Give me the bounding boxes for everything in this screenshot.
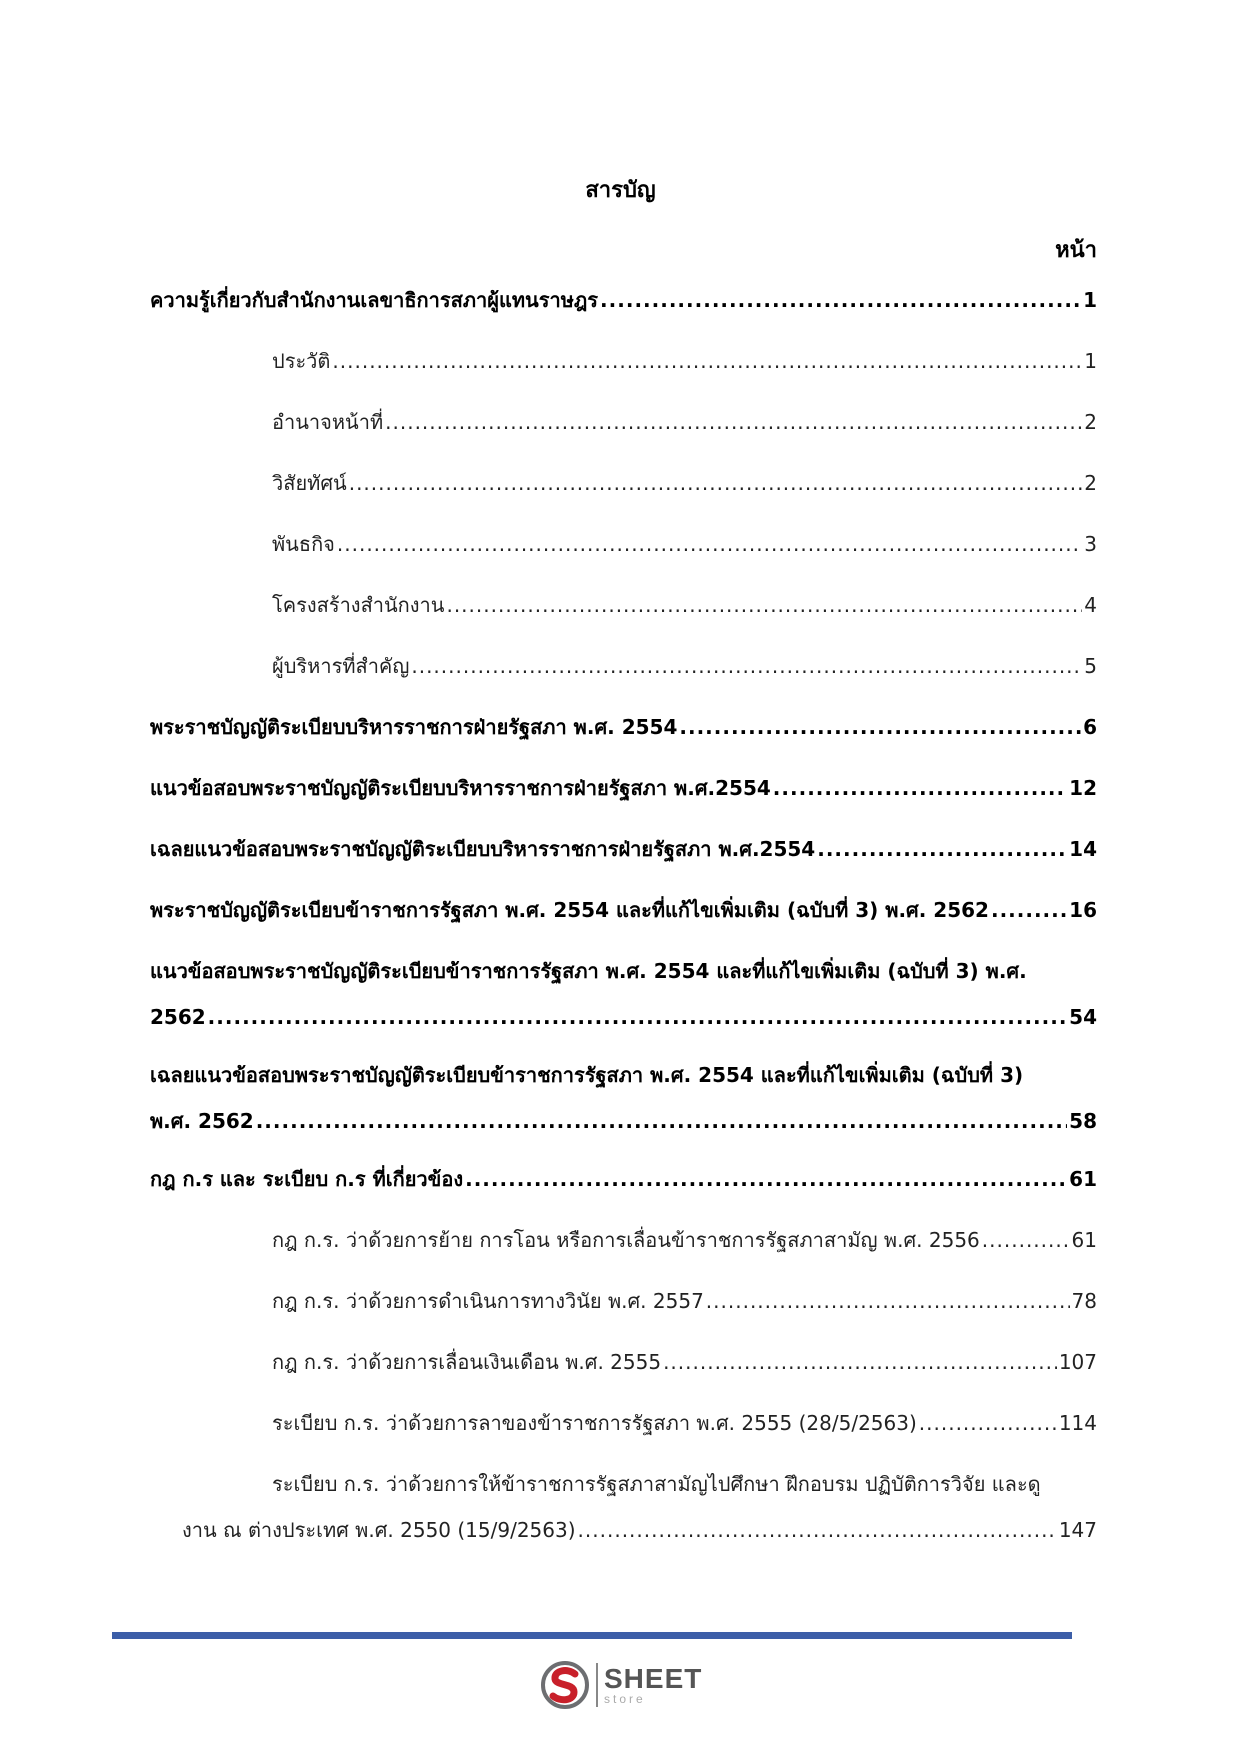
toc-entry[interactable] (150, 712, 1097, 773)
toc-entry-label-line1: เฉลยแนวข้อสอบพระราชบัญญัติระเบียบข้าราชการรัฐสภา พ.ศ. 2554 และที่แก้ไขเพิ่มเติม (ฉบับที่ 3) (150, 1063, 1024, 1087)
toc-entry-page: 16 (1069, 898, 1097, 922)
toc-subentry[interactable] (150, 590, 1097, 651)
toc-entry-page: 12 (1069, 776, 1097, 800)
toc-entry[interactable] (150, 895, 1097, 956)
dot-leader (349, 468, 1083, 498)
dot-leader (337, 529, 1082, 559)
toc-entry-page: 1 (1084, 349, 1097, 373)
toc-entry-page: 6 (1083, 715, 1097, 739)
table-of-contents (150, 285, 1097, 1573)
dot-leader (982, 1225, 1070, 1255)
toc-subentry[interactable] (150, 1225, 1097, 1286)
toc-entry-label: ประวัติ (272, 349, 331, 373)
toc-entry-label-line2: 2562 (150, 1005, 206, 1029)
footer-divider (112, 1632, 1072, 1639)
toc-entry-label: พระราชบัญญัติระเบียบข้าราชการรัฐสภา พ.ศ. 2554 และที่แก้ไขเพิ่มเติม (ฉบับที่ 3) พ.ศ. 2562 (150, 898, 989, 922)
toc-entry-multiline[interactable] (150, 1060, 1097, 1164)
dot-leader (919, 1408, 1057, 1438)
toc-subentry[interactable] (150, 346, 1097, 407)
dot-leader (991, 895, 1067, 925)
toc-entry-page: 78 (1071, 1289, 1097, 1313)
dot-leader (679, 712, 1081, 742)
dot-leader (773, 773, 1067, 803)
toc-entry-label: กฎ ก.ร. ว่าด้วยการเลื่อนเงินเดือน พ.ศ. 2555 (272, 1350, 662, 1374)
toc-entry-label: ระเบียบ ก.ร. ว่าด้วยการลาของข้าราชการรัฐสภา พ.ศ. 2555 (28/5/2563) (272, 1411, 917, 1435)
toc-entry-label-line2: พ.ศ. 2562 (150, 1109, 254, 1133)
toc-subentry[interactable] (150, 1286, 1097, 1347)
page-column-heading: หน้า (1055, 238, 1097, 263)
toc-entry-label-line2: งาน ณ ต่างประเทศ พ.ศ. 2550 (15/9/2563) (182, 1518, 576, 1542)
dot-leader (411, 651, 1082, 681)
brand-name: SHEET (604, 1663, 703, 1694)
toc-entry-label: กฎ ก.ร. ว่าด้วยการย้าย การโอน หรือการเลื่อนข้าราชการรัฐสภาสามัญ พ.ศ. 2556 (272, 1228, 980, 1252)
dot-leader (208, 1002, 1067, 1032)
toc-entry-label: โครงสร้างสำนักงาน (272, 593, 445, 617)
sheet-store-logo-icon (540, 1660, 590, 1710)
dot-leader (663, 1347, 1057, 1377)
toc-entry[interactable] (150, 1164, 1097, 1225)
toc-entry-label: เฉลยแนวข้อสอบพระราชบัญญัติระเบียบบริหารราชการฝ่ายรัฐสภา พ.ศ.2554 (150, 837, 816, 861)
toc-subentry-multiline[interactable] (150, 1469, 1097, 1573)
toc-entry-page: 54 (1069, 1005, 1097, 1029)
toc-entry-page: 61 (1069, 1167, 1097, 1191)
toc-entry-page: 5 (1084, 654, 1097, 678)
toc-entry-page: 61 (1071, 1228, 1097, 1252)
dot-leader (465, 1164, 1067, 1194)
toc-entry-label: พันธกิจ (272, 532, 335, 556)
sheet-store-logo (540, 1660, 702, 1710)
toc-entry-label: ผู้บริหารที่สำคัญ (272, 654, 410, 678)
toc-subentry[interactable] (150, 529, 1097, 590)
dot-leader (446, 590, 1082, 620)
toc-entry-label: อำนาจหน้าที่ (272, 410, 384, 434)
toc-entry-label-line1: แนวข้อสอบพระราชบัญญัติระเบียบข้าราชการรัฐสภา พ.ศ. 2554 และที่แก้ไขเพิ่มเติม (ฉบับที่ 3) พ.ศ. (150, 959, 1027, 983)
toc-entry-page: 147 (1058, 1518, 1097, 1542)
toc-subentry[interactable] (150, 1408, 1097, 1469)
toc-entry-page: 2 (1084, 471, 1097, 495)
logo-divider (596, 1663, 598, 1707)
toc-entry-page: 1 (1083, 288, 1097, 312)
dot-leader (817, 834, 1067, 864)
logo-text (604, 1665, 702, 1705)
dot-leader (332, 346, 1082, 376)
toc-entry-page: 58 (1069, 1109, 1097, 1133)
toc-subentry[interactable] (150, 407, 1097, 468)
toc-entry-label: วิสัยทัศน์ (272, 471, 347, 495)
toc-title: สารบัญ (585, 178, 656, 203)
toc-entry-label-line1: ระเบียบ ก.ร. ว่าด้วยการให้ข้าราชการรัฐสภาสามัญไปศึกษา ฝึกอบรม ปฏิบัติการวิจัย และดู (272, 1472, 1041, 1496)
toc-entry-page: 14 (1069, 837, 1097, 861)
toc-entry[interactable] (150, 834, 1097, 895)
toc-entry-page: 2 (1084, 410, 1097, 434)
toc-entry-label: กฎ ก.ร. ว่าด้วยการดำเนินการทางวินัย พ.ศ. 2557 (272, 1289, 704, 1313)
toc-subentry[interactable] (150, 651, 1097, 712)
toc-subentry[interactable] (150, 468, 1097, 529)
toc-entry-page: 3 (1084, 532, 1097, 556)
toc-entry-label: ความรู้เกี่ยวกับสำนักงานเลขาธิการสภาผู้แทนราษฎร (150, 288, 599, 312)
toc-entry-multiline[interactable] (150, 956, 1097, 1060)
toc-entry[interactable] (150, 773, 1097, 834)
toc-entry-page: 4 (1084, 593, 1097, 617)
dot-leader (256, 1106, 1067, 1136)
toc-entry-label: แนวข้อสอบพระราชบัญญัติระเบียบบริหารราชการฝ่ายรัฐสภา พ.ศ.2554 (150, 776, 771, 800)
toc-entry[interactable] (150, 285, 1097, 346)
toc-entry-label: กฎ ก.ร และ ระเบียบ ก.ร ที่เกี่ยวข้อง (150, 1167, 464, 1191)
dot-leader (578, 1515, 1057, 1545)
toc-entry-page: 114 (1058, 1411, 1097, 1435)
dot-leader (385, 407, 1082, 437)
toc-entry-page: 107 (1058, 1350, 1097, 1374)
toc-subentry[interactable] (150, 1347, 1097, 1408)
toc-entry-label: พระราชบัญญัติระเบียบบริหารราชการฝ่ายรัฐสภา พ.ศ. 2554 (150, 715, 678, 739)
dot-leader (600, 285, 1081, 315)
brand-sub: store (604, 1692, 646, 1706)
dot-leader (706, 1286, 1070, 1316)
